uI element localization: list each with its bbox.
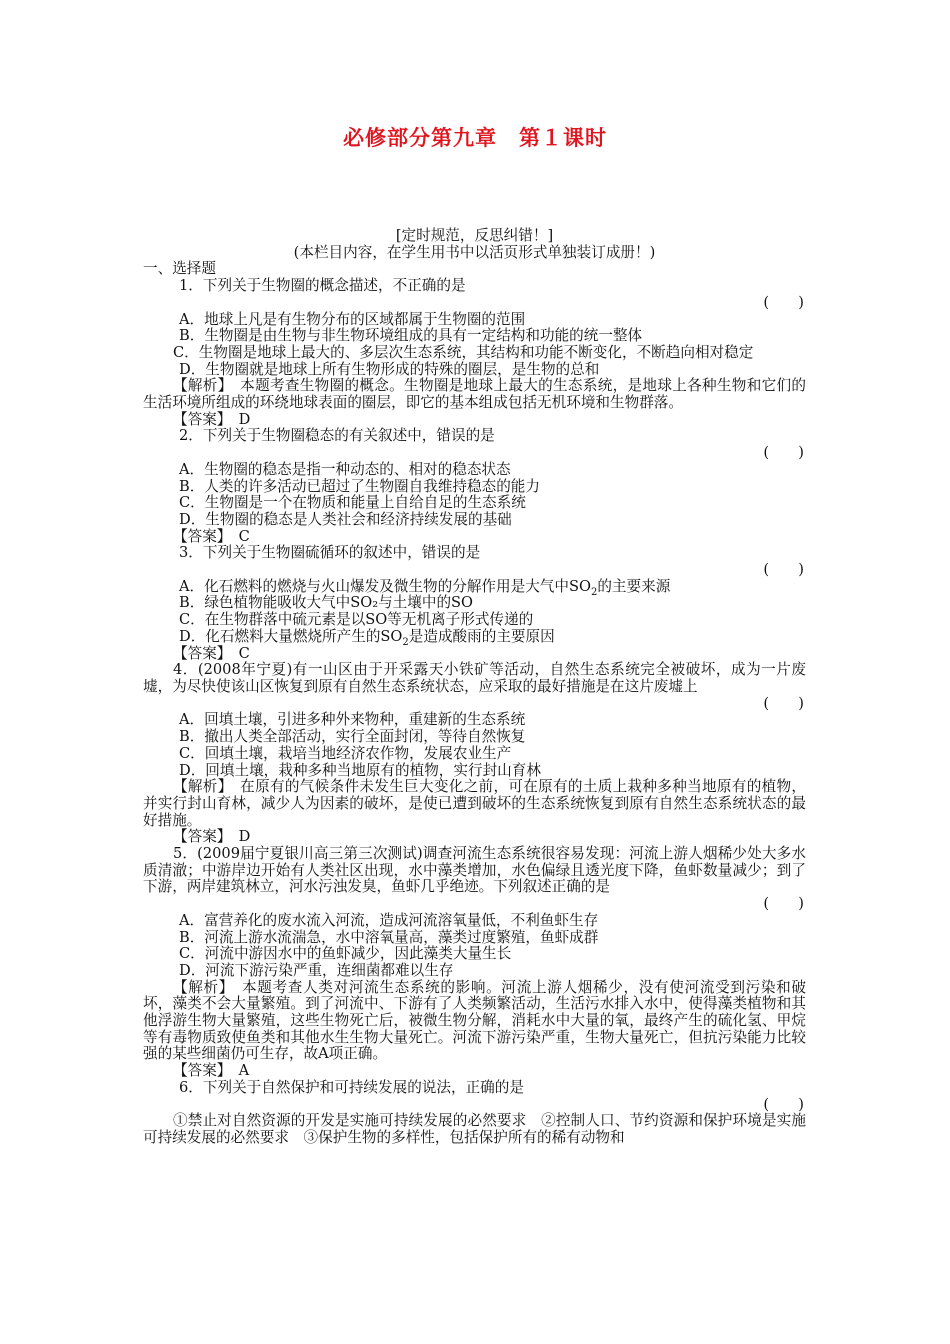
q4-answer-bracket: ( ) xyxy=(763,694,804,712)
notice-line-1: [定时规范，反思纠错！] xyxy=(395,227,554,244)
q3-option-d-tail: 是造成酸雨的主要原因 xyxy=(408,627,555,645)
q1-option-a: A．地球上凡是有生物分布的区域都属于生物圈的范围 xyxy=(179,310,526,328)
q4-stem: 4．(2008年宁夏)有一山区由于开采露天小铁矿等活动，自然生态系统完全被破坏，成为一片废墟，为尽快使该山区恢复到原有自然生态系统状态，应采取的最好措施是在这片废墟上 xyxy=(143,661,806,695)
q4-option-a: A．回填土壤，引进多种外来物种，重建新的生态系统 xyxy=(179,711,526,729)
q3-option-a xyxy=(143,579,806,596)
q5-option-a: A．富营养化的废水流入河流，造成河流溶氧量低，不利鱼虾生存 xyxy=(179,911,599,929)
q2-option-b: B．人类的许多活动已超过了生物圈自我维持稳态的能力 xyxy=(179,477,540,495)
q1-option-c: C．生物圈是地球上最大的、多层次生态系统，其结构和功能不断变化，不断趋向相对稳定 xyxy=(173,343,754,361)
page-title: 必修部分第九章 第１课时 xyxy=(343,126,607,150)
q3-answer: 【答案】 C xyxy=(173,644,250,662)
q3-option-a-subscript: 2 xyxy=(590,586,598,598)
q5-stem: 5．(2009届宁夏银川高三第三次测试)调查河流生态系统很容易发现：河流上游人烟稀少处大多水质清澈；中游岸边开始有人类社区出现，水中藻类增加，水色偏绿且透光度下降，鱼虾数量减少；到了下游，两岸建筑林立，河水污浊发臭，鱼虾几乎绝迹。下列叙述正确的是 xyxy=(143,845,806,896)
q1-option-d: D．生物圈就是地球上所有生物形成的特殊的圈层，是生物的总和 xyxy=(179,360,600,378)
q1-stem: 1．下列关于生物圈的概念描述，不正确的是 xyxy=(179,277,466,295)
q5-answer-bracket: ( ) xyxy=(763,895,804,913)
document-body xyxy=(143,228,806,1147)
q4-option-c: C．回填土壤，栽培当地经济农作物，发展农业生产 xyxy=(179,744,512,762)
q3-option-a-tail: 的主要来源 xyxy=(597,577,671,595)
q3-option-c: C．在生物群落中硫元素是以SO等无机离子形式传递的 xyxy=(179,611,534,629)
q5-answer: 【答案】 A xyxy=(173,1062,250,1080)
q5-option-d: D．河流下游污染严重，连细菌都难以生存 xyxy=(179,961,454,979)
q1-answer-bracket: ( ) xyxy=(763,293,804,311)
q6-body: ①禁止对自然资源的开发是实施可持续发展的必然要求 ②控制人口、节约资源和保护环境是实施可持续发展的必然要求 ③保护生物的多样性，包括保护所有的稀有动物和 xyxy=(143,1112,806,1146)
q1-option-b: B．生物圈是由生物与非生物环境组成的具有一定结构和功能的统一整体 xyxy=(179,327,643,345)
q3-option-d-text: D．化石燃料大量燃烧所产生的SO xyxy=(179,627,403,645)
q1-answer: 【答案】 D xyxy=(173,410,251,428)
notice-line-2: (本栏目内容，在学生用书中以活页形式单独装订成册！) xyxy=(293,243,656,261)
q5-option-c: C．河流中游因水中的鱼虾减少，因此藻类大量生长 xyxy=(179,945,512,963)
q4-answer: 【答案】 D xyxy=(173,828,251,846)
q2-stem: 2．下列关于生物圈稳态的有关叙述中，错误的是 xyxy=(179,427,495,445)
q2-option-a: A．生物圈的稳态是指一种动态的、相对的稳态状态 xyxy=(179,460,511,478)
q4-analysis: 【解析】 在原有的气候条件未发生巨大变化之前，可在原有的土质上栽种多种当地原有的植物，并实行封山育林，减少人为因素的破坏，是使已遭到破坏的生态系统恢复到原有自然生态系统状态的最好措施。 xyxy=(143,778,806,829)
q5-analysis: 【解析】 本题考查人类对河流生态系统的影响。河流上游人烟稀少，没有使河流受到污染和破坏，藻类不会大量繁殖。到了河流中、下游有了人类频繁活动，生活污水排入水中，使得藻类植物和其他浮游生物大量繁殖，这些生物死亡后，被微生物分解，消耗水中大量的氧，最终产生的硫化氢、甲烷等有毒物质致使鱼类和其他水生生物大量死亡。河流下游污染严重，生物大量死亡，但抗污染能力比较强的某些细菌仍可生存，故A项正确。 xyxy=(143,978,806,1063)
q4-option-b: B．撤出人类全部活动，实行全面封闭，等待自然恢复 xyxy=(179,728,526,746)
q3-option-d xyxy=(143,629,806,646)
q3-option-b: B．绿色植物能吸收大气中SO₂与土壤中的SO xyxy=(179,594,473,612)
q2-option-d: D．生物圈的稳态是人类社会和经济持续发展的基础 xyxy=(179,510,512,528)
q3-option-d-subscript: 2 xyxy=(402,636,409,648)
section-heading: 一、选择题 xyxy=(143,260,216,278)
q5-option-b: B．河流上游水流湍急，水中溶氧量高，藻类过度繁殖，鱼虾成群 xyxy=(179,928,599,946)
q2-answer: 【答案】 C xyxy=(173,527,250,545)
q2-answer-bracket: ( ) xyxy=(763,444,804,462)
q3-answer-bracket: ( ) xyxy=(763,561,804,579)
q1-analysis: 【解析】 本题考查生物圈的概念。生物圈是地球上最大的生态系统，是地球上各种生物和它们的生活环境所组成的环绕地球表面的圈层，即它的基本组成包括无机环境和生物群落。 xyxy=(143,377,806,412)
q4-option-d: D．回填土壤，栽种多种当地原有的植物，实行封山育林 xyxy=(179,761,541,779)
q6-stem: 6．下列关于自然保护和可持续发展的说法，正确的是 xyxy=(179,1078,524,1096)
q2-option-c: C．生物圈是一个在物质和能量上自给自足的生态系统 xyxy=(179,494,526,512)
q6-answer-bracket: ( ) xyxy=(763,1095,804,1113)
q3-stem: 3．下列关于生物圈硫循环的叙述中，错误的是 xyxy=(179,544,481,562)
q3-option-a-text: A．化石燃料的燃烧与火山爆发及微生物的分解作用是大气中SO xyxy=(179,577,591,595)
